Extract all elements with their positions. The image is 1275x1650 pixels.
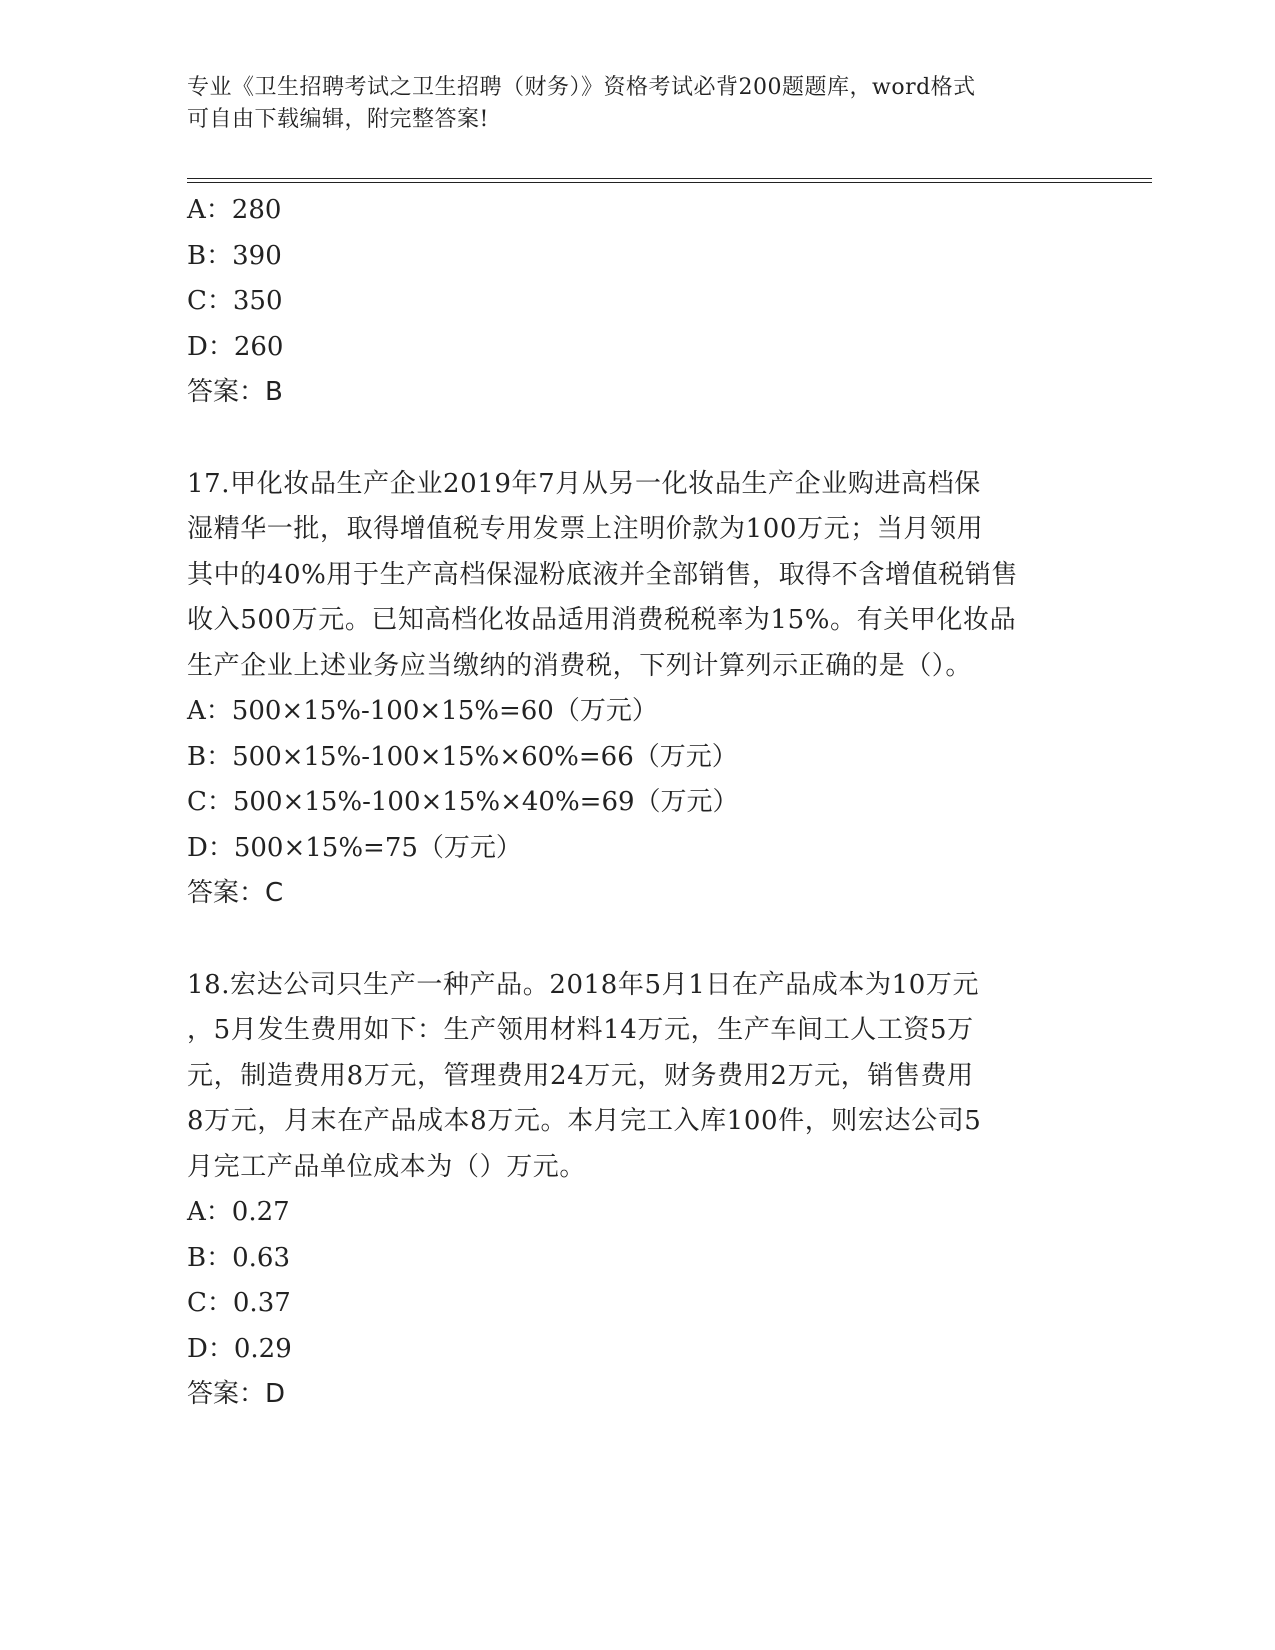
option-a: A：280 [187, 195, 282, 225]
question-text [187, 963, 1087, 1191]
option-d: D：0.29 [187, 1333, 292, 1364]
question-line: ，5月发生费用如下：生产领用材料14万元，生产车间工人工资5万 [187, 1015, 974, 1045]
answer-label: 答案：D [187, 1379, 286, 1409]
question-text [187, 462, 1087, 690]
option-b: B：390 [187, 240, 282, 271]
question-line: 湿精华一批，取得增值税专用发票上注明价款为100万元；当月领用 [187, 514, 984, 544]
option-c: C：0.37 [187, 1288, 291, 1318]
option-b: B：0.63 [187, 1242, 290, 1273]
option-a: A：500×15%-100×15%=60（万元） [187, 696, 658, 726]
header-divider-top [187, 178, 1152, 179]
question-line: 其中的40%用于生产高档保湿粉底液并全部销售，取得不含增值税销售 [187, 559, 1018, 590]
question-block-17 [187, 462, 1087, 917]
document-header [187, 72, 1087, 136]
header-line-2: 可自由下载编辑，附完整答案! [187, 107, 489, 132]
option-d: D：260 [187, 331, 284, 362]
option-c: C：500×15%-100×15%×40%=69（万元） [187, 787, 739, 817]
option-c: C：350 [187, 286, 283, 316]
question-line: 收入500万元。已知高档化妆品适用消费税税率为15%。有关甲化妆品 [187, 605, 1017, 635]
question-line: 8万元，月末在产品成本8万元。本月完工入库100件，则宏达公司5 [187, 1106, 982, 1136]
question-list [187, 188, 1087, 1418]
header-line-1: 专业《卫生招聘考试之卫生招聘（财务）》资格考试必背200题题库，word格式 [187, 75, 976, 100]
option-d: D：500×15%=75（万元） [187, 832, 522, 863]
question-line: 月完工产品单位成本为（）万元。 [187, 1151, 587, 1182]
answer-label: 答案：C [187, 878, 284, 908]
spacer [187, 917, 1087, 963]
answer-label: 答案：B [187, 377, 283, 407]
spacer [187, 416, 1087, 462]
question-line: 元，制造费用8万元，管理费用24万元，财务费用2万元，销售费用 [187, 1060, 974, 1091]
question-line: 18.宏达公司只生产一种产品。2018年5月1日在产品成本为10万元 [187, 969, 980, 1000]
option-a: A：0.27 [187, 1197, 290, 1227]
question-block-18 [187, 963, 1087, 1418]
option-b: B：500×15%-100×15%×60%=66（万元） [187, 741, 738, 772]
question-line: 生产企业上述业务应当缴纳的消费税，下列计算列示正确的是（）。 [187, 650, 973, 681]
question-line: 17.甲化妆品生产企业2019年7月从另一化妆品生产企业购进高档保 [187, 468, 981, 499]
header-divider-bottom [187, 182, 1152, 183]
question-block-16 [187, 188, 1087, 416]
